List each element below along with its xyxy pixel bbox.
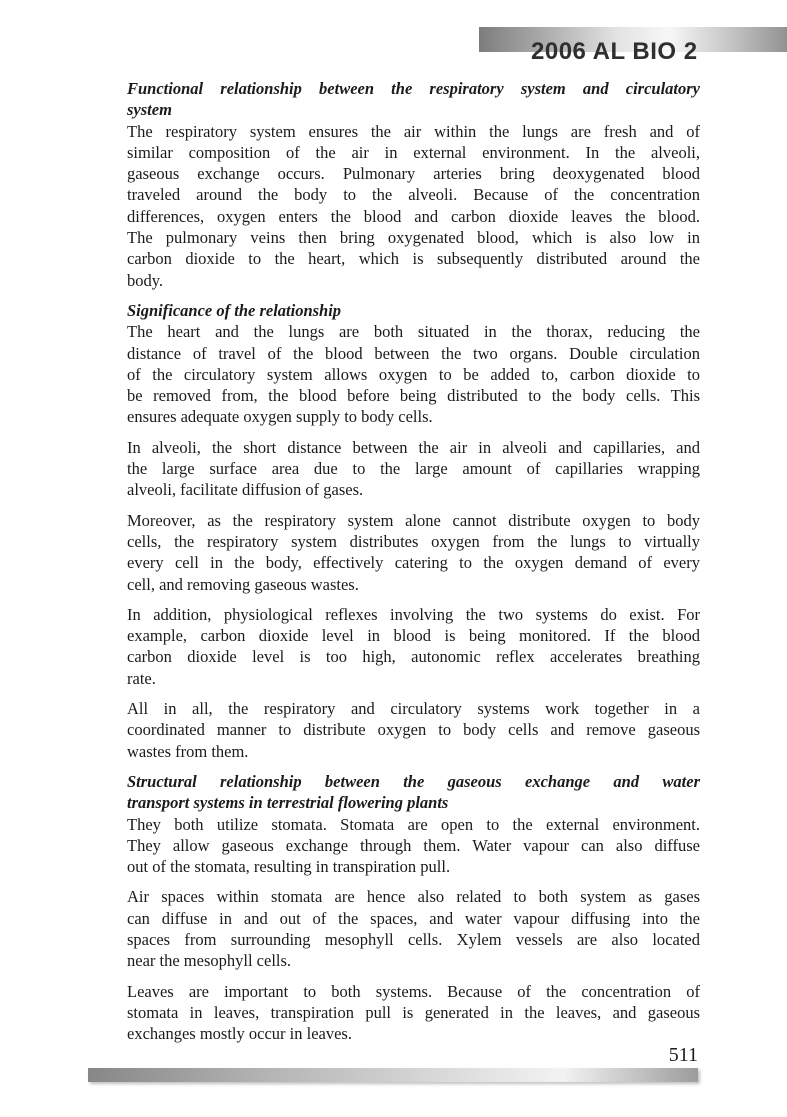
text-line: In addition, physiological reflexes involving the two systems do exist. For bbox=[127, 604, 700, 624]
text-line: be removed from, the blood before being distributed to the body cells. This bbox=[127, 386, 700, 406]
text-line: gaseous exchange occurs. Pulmonary arteries bring deoxygenated blood bbox=[127, 164, 700, 184]
text-line: rate. bbox=[127, 668, 156, 688]
text-line: Significance of the relationship bbox=[127, 300, 342, 320]
text-line: Functional relationship between the respiratory system and circulatory bbox=[127, 79, 700, 98]
text-line: carbon dioxide level is too high, autonomic reflex accelerates breathing bbox=[127, 647, 700, 667]
body-paragraph bbox=[127, 886, 700, 971]
text-line: Moreover, as the respiratory system alone cannot distribute oxygen to body bbox=[127, 510, 700, 530]
text-line: coordinated manner to distribute oxygen to body cells and remove gaseous bbox=[127, 720, 700, 740]
body-paragraph bbox=[127, 437, 700, 501]
section-heading bbox=[127, 771, 700, 814]
text-line: out of the stomata, resulting in transpiration pull. bbox=[127, 857, 451, 877]
body-paragraph bbox=[127, 814, 700, 878]
page-number: 511 bbox=[668, 1044, 698, 1066]
text-line: All in all, the respiratory and circulatory systems work together in a bbox=[127, 699, 700, 719]
document-body bbox=[127, 78, 700, 1053]
body-paragraph bbox=[127, 121, 700, 291]
text-line: cell, and removing gaseous wastes. bbox=[127, 574, 359, 594]
text-line: cells, the respiratory system distributes oxygen from the lungs to virtually bbox=[127, 531, 700, 551]
text-line: distance of travel of the blood between the two organs. Double circulation bbox=[127, 343, 700, 363]
body-paragraph bbox=[127, 981, 700, 1045]
text-line: ensures adequate oxygen supply to body cells. bbox=[127, 407, 433, 427]
text-line: wastes from them. bbox=[127, 741, 249, 761]
text-line: example, carbon dioxide level in blood is being monitored. If the blood bbox=[127, 626, 700, 646]
text-line: The pulmonary veins then bring oxygenated blood, which is also low in bbox=[127, 228, 700, 248]
text-line: differences, oxygen enters the blood and carbon dioxide leaves the blood. bbox=[127, 206, 700, 226]
text-line: They allow gaseous exchange through them. Water vapour can also diffuse bbox=[127, 835, 700, 855]
text-line: exchanges mostly occur in leaves. bbox=[127, 1024, 352, 1044]
text-line: Air spaces within stomata are hence also related to both system as gases bbox=[127, 887, 700, 907]
text-line: The respiratory system ensures the air within the lungs are fresh and of bbox=[127, 121, 700, 141]
text-line: stomata in leaves, transpiration pull is generated in the leaves, and gaseous bbox=[127, 1002, 700, 1022]
text-line: The heart and the lungs are both situated in the thorax, reducing the bbox=[127, 322, 700, 342]
text-line: every cell in the body, effectively catering to the oxygen demand of every bbox=[127, 553, 700, 573]
text-line: They both utilize stomata. Stomata are open to the external environment. bbox=[127, 814, 700, 834]
section-heading bbox=[127, 78, 700, 121]
text-line: In alveoli, the short distance between the air in alveoli and capillaries, and bbox=[127, 437, 700, 457]
text-line: Structural relationship between the gaseous exchange and water bbox=[127, 771, 700, 791]
text-line: similar composition of the air in external environment. In the alveoli, bbox=[127, 142, 700, 162]
text-line: Leaves are important to both systems. Because of the concentration of bbox=[127, 981, 700, 1001]
text-line: spaces from surrounding mesophyll cells. Xylem vessels are also located bbox=[127, 929, 700, 949]
document-header-title: 2006 AL BIO 2 bbox=[531, 38, 698, 65]
text-line: can diffuse in and out of the spaces, and water vapour diffusing into the bbox=[127, 908, 700, 928]
body-paragraph bbox=[127, 510, 700, 595]
text-line: traveled around the body to the alveoli. Because of the concentration bbox=[127, 185, 700, 205]
text-line: the large surface area due to the large amount of capillaries wrapping bbox=[127, 459, 700, 479]
footer-gradient-bar bbox=[88, 1068, 698, 1082]
body-paragraph bbox=[127, 604, 700, 689]
text-line: of the circulatory system allows oxygen to be added to, carbon dioxide to bbox=[127, 364, 700, 384]
text-line: transport systems in terrestrial flowering plants bbox=[127, 793, 449, 813]
section-heading bbox=[127, 300, 700, 321]
text-line: body. bbox=[127, 270, 164, 290]
text-line: system bbox=[127, 100, 172, 120]
body-paragraph bbox=[127, 321, 700, 427]
text-line: near the mesophyll cells. bbox=[127, 951, 292, 971]
text-line: carbon dioxide to the heart, which is subsequently distributed around the bbox=[127, 249, 700, 269]
text-line: alveoli, facilitate diffusion of gases. bbox=[127, 480, 364, 500]
body-paragraph bbox=[127, 698, 700, 762]
